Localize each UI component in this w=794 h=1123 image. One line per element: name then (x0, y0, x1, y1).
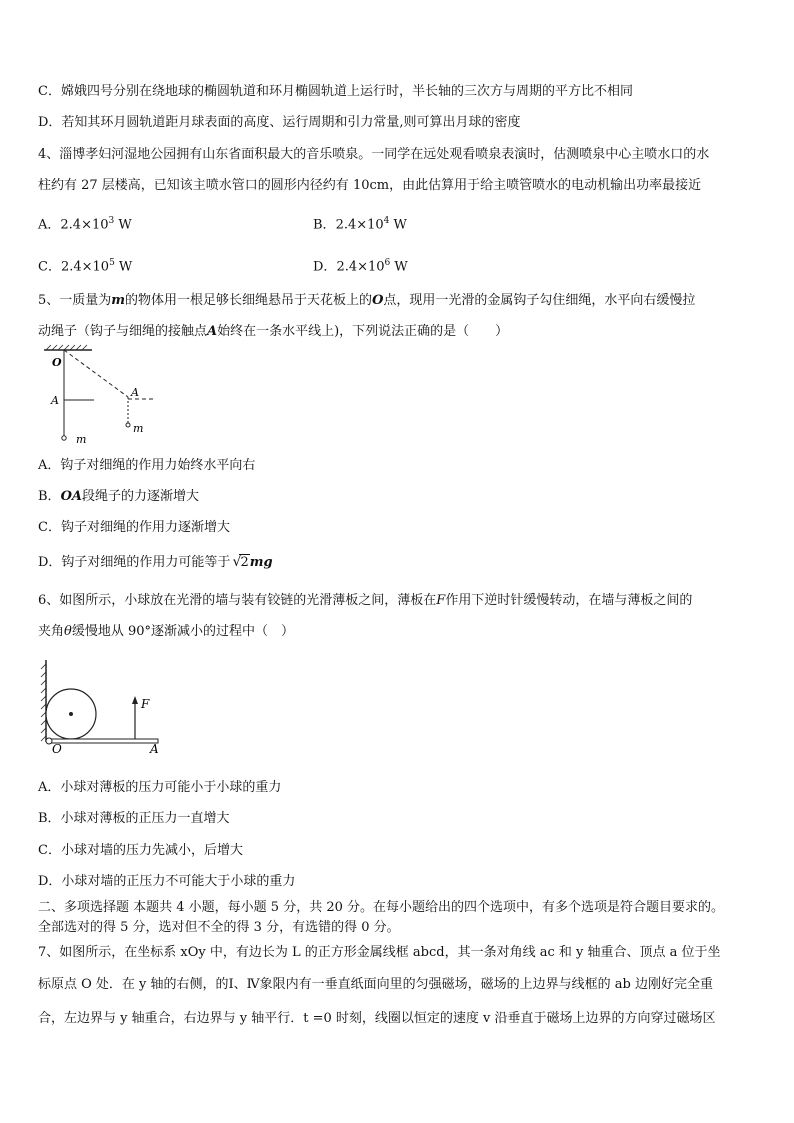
q4-option-d: D．$2.4\times 10^6$ W (313, 258, 408, 275)
q5-fig-label-a1: A (51, 394, 59, 407)
q6-option-a: A．小球对薄板的压力可能小于小球的重力 (38, 780, 282, 795)
q5-figure (36, 344, 166, 448)
q4-option-b: B．$2.4\times 10^4$ W (313, 216, 407, 233)
q3-option-d: D．若知其环月圆轨道距月球表面的高度、运行周期和引力常量,则可算出月球的密度 (38, 115, 521, 130)
q4-option-c: C．$2.4\times 10^5$ W (38, 258, 133, 275)
q5-option-c: C．钩子对细绳的作用力逐渐增大 (38, 520, 230, 535)
q6-fig-label-a: A (150, 742, 159, 754)
q7-stem-line1: 7、如图所示，在坐标系 xOy 中，有边长为 L 的正方形金属线框 abcd，其一条对角线 ac 和 y 轴重合、顶点 a 位于坐 (38, 945, 721, 960)
q6-fig-label-f: F (141, 697, 150, 711)
q3-option-c: C．嫦娥四号分别在绕地球的椭圆轨道和环月椭圆轨道上运行时，半长轴的三次方与周期的平方比不相同 (38, 84, 633, 99)
q4-option-a: A．$2.4\times 10^3$ W (38, 216, 132, 233)
q5-fig-label-o: O (52, 356, 62, 369)
q5-option-b: B．OA段绳子的力逐渐增大 (38, 489, 199, 504)
q5-option-a: A．钩子对细绳的作用力始终水平向右 (38, 458, 256, 473)
section2-heading-line1: 二、多项选择题 本题共 4 小题，每小题 5 分，共 20 分。在每小题给出的四个选项中，有多个选项是符合题目要求的。 (38, 900, 725, 915)
q7-stem-line2: 标原点 O 处．在 y 轴的右侧，的Ⅰ、Ⅳ象限内有一垂直纸面向里的匀强磁场，磁场的上边界与线框的 ab 边刚好完全重 (38, 977, 713, 992)
q6-option-d: D．小球对墙的正压力不可能大于小球的重力 (38, 874, 296, 889)
q6-stem-line2: 夹角θ缓慢地从 90°逐渐减小的过程中（ ） (38, 624, 295, 639)
q5-fig-label-a2: A (131, 386, 139, 399)
q6-figure (38, 658, 168, 754)
q6-option-c: C．小球对墙的压力先减小，后增大 (38, 843, 243, 858)
q5-stem-line1: 5、一质量为m的物体用一根足够长细绳悬吊于天花板上的O点，现用一光滑的金属钩子勾住细绳，水平向右缓慢拉 (38, 293, 696, 308)
q6-option-b: B．小球对薄板的正压力一直增大 (38, 811, 230, 826)
q5-fig-label-m2: m (133, 422, 144, 435)
q5-fig-label-m1: m (76, 433, 87, 446)
q6-stem-line1: 6、如图所示，小球放在光滑的墙与装有铰链的光滑薄板之间，薄板在F作用下逆时针缓慢转动，在墙与薄板之间的 (38, 593, 693, 608)
q5-sqrt-symbol: √ 2 (232, 554, 249, 570)
q5-option-d: D．钩子对细绳的作用力可能等于 √ 2mg (38, 554, 273, 570)
q5-stem-line2: 动绳子（钩子与细绳的接触点A始终在一条水平线上)，下列说法正确的是（ ） (38, 324, 509, 339)
q4-stem-line2: 柱约有 27 层楼高，已知该主喷水管口的圆形内径约有 10cm，由此估算用于给主喷管喷水的电动机输出功率最接近 (38, 178, 702, 193)
q7-stem-line3: 合，左边界与 y 轴重合，右边界与 y 轴平行．t =0 时刻，线圈以恒定的速度 v 沿垂直于磁场上边界的方向穿过磁场区 (38, 1011, 716, 1026)
q6-fig-label-o: O (52, 742, 62, 754)
q4-stem-line1: 4、淄博孝妇河湿地公园拥有山东省面积最大的音乐喷泉。一同学在远处观看喷泉表演时，估测喷泉中心主喷水口的水 (38, 147, 710, 162)
section2-heading-line2: 全部选对的得 5 分，选对但不全的得 3 分，有选错的得 0 分。 (38, 920, 400, 935)
